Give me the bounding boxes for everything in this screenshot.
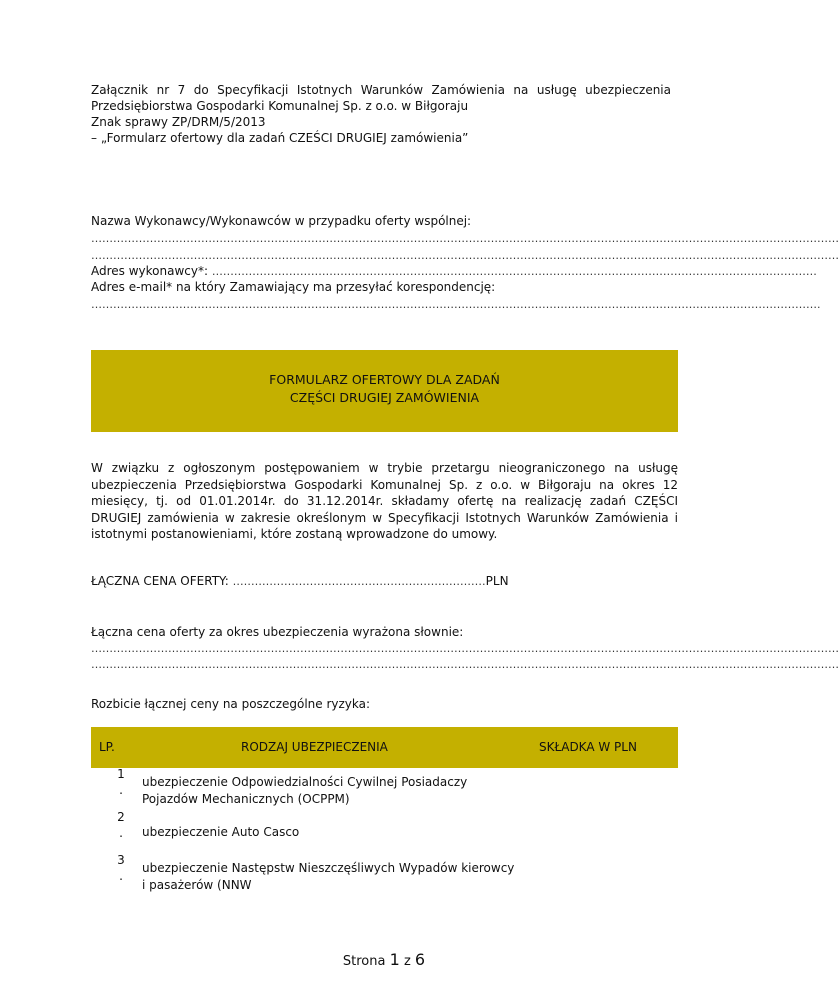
footer-page-number: 1	[389, 950, 400, 969]
intro-paragraph: W związku z ogłoszonym postępowaniem w trybie przetargu nieograniczonego na usługę ubezpieczenia Przedsiębiorstwa Gospodarki Komunalnej Sp. z o.o. w Biłgoraju na okres 12 miesięcy, tj. od 01.01.2014r. do 31.12.2014r. składamy ofertę na realizację zadań CZĘŚCI DRUGIEJ zamówienia w zakresie określonym w Specyfikacji Istotnych Warunków Zamówienia i istotnymi postanowieniami, które zostaną wprowadzone do umowy.	[91, 461, 678, 541]
price-words-dots-1[interactable]: ……………………………………………………………………………………………………………………………………………………………………………………	[91, 642, 839, 655]
col-premium-header: SKŁADKA W PLN	[539, 740, 637, 754]
footer-total-pages: 6	[414, 950, 426, 969]
breakdown-label: Rozbicie łącznej ceny na poszczególne ryzyka:	[91, 697, 371, 711]
contractor-name-label: Nazwa Wykonawcy/Wykonawców w przypadku oferty wspólnej:	[91, 214, 472, 228]
header-line-2: Przedsiębiorstwa Gospodarki Komunalnej Sp. z o.o. w Biłgoraju	[91, 99, 469, 113]
contractor-name-dots-1[interactable]: ……………………………………………………………………………………………………………………………………………………………………………………	[91, 232, 839, 245]
row-1-number: 1 .	[117, 767, 125, 797]
page-footer	[0, 950, 768, 969]
row-3-type: ubezpieczenie Następstw Nieszczęśliwych Wypadów kierowcy i pasażerów (NNW	[142, 861, 515, 892]
total-price-dots[interactable]: ……………………………………………………………	[232, 575, 486, 588]
contractor-name-dots-2[interactable]: ……………………………………………………………………………………………………………………………………………………………………………………	[91, 249, 839, 262]
total-price-currency: PLN	[485, 574, 509, 588]
footer-prefix: Strona	[342, 954, 386, 969]
table-header	[91, 727, 678, 768]
form-title-banner	[91, 350, 678, 432]
contractor-address-dots[interactable]: …………………………………………………………………………………………………………………………………………………	[211, 265, 817, 278]
row-1-type: ubezpieczenie Odpowiedzialności Cywilnej Posiadaczy Pojazdów Mechanicznych (OCPPM)	[142, 775, 468, 806]
total-price-row	[91, 574, 671, 589]
col-type-header: RODZAJ UBEZPIECZENIA	[241, 740, 388, 754]
row-3-number: 3 .	[117, 853, 125, 883]
header-line-4: – „Formularz ofertowy dla zadań CZEŚCI DRUGIEJ zamówienia”	[91, 131, 469, 145]
form-title-line-1: FORMULARZ OFERTOWY DLA ZADAŃ	[269, 372, 500, 387]
contractor-email-label: Adres e-mail* na który Zamawiający ma przesyłać korespondencję:	[91, 280, 496, 294]
header-line-3: Znak sprawy ZP/DRM/5/2013	[91, 115, 266, 129]
contractor-address-row	[91, 264, 817, 279]
col-lp-header: LP.	[99, 740, 115, 754]
form-title-line-2: CZĘŚCI DRUGIEJ ZAMÓWIENIA	[289, 390, 480, 405]
price-words-dots-2[interactable]: ……………………………………………………………………………………………………………………………………………………………………………………	[91, 658, 839, 671]
contractor-address-label: Adres wykonawcy*:	[91, 264, 209, 278]
price-words-label: Łączna cena oferty za okres ubezpieczenia wyrażona słownie:	[91, 625, 464, 639]
footer-separator: z	[403, 954, 411, 969]
header-line-1: Załącznik nr 7 do Specyfikacji Istotnych Warunków Zamówienia na usługę ubezpieczenia	[91, 83, 671, 97]
row-2-number: 2 .	[117, 810, 125, 840]
total-price-label: ŁĄCZNA CENA OFERTY:	[91, 574, 229, 588]
contractor-email-dots[interactable]: ……………………………………………………………………………………………………………………………………………………………………………….	[91, 298, 821, 311]
row-2-type: ubezpieczenie Auto Casco	[142, 825, 300, 839]
